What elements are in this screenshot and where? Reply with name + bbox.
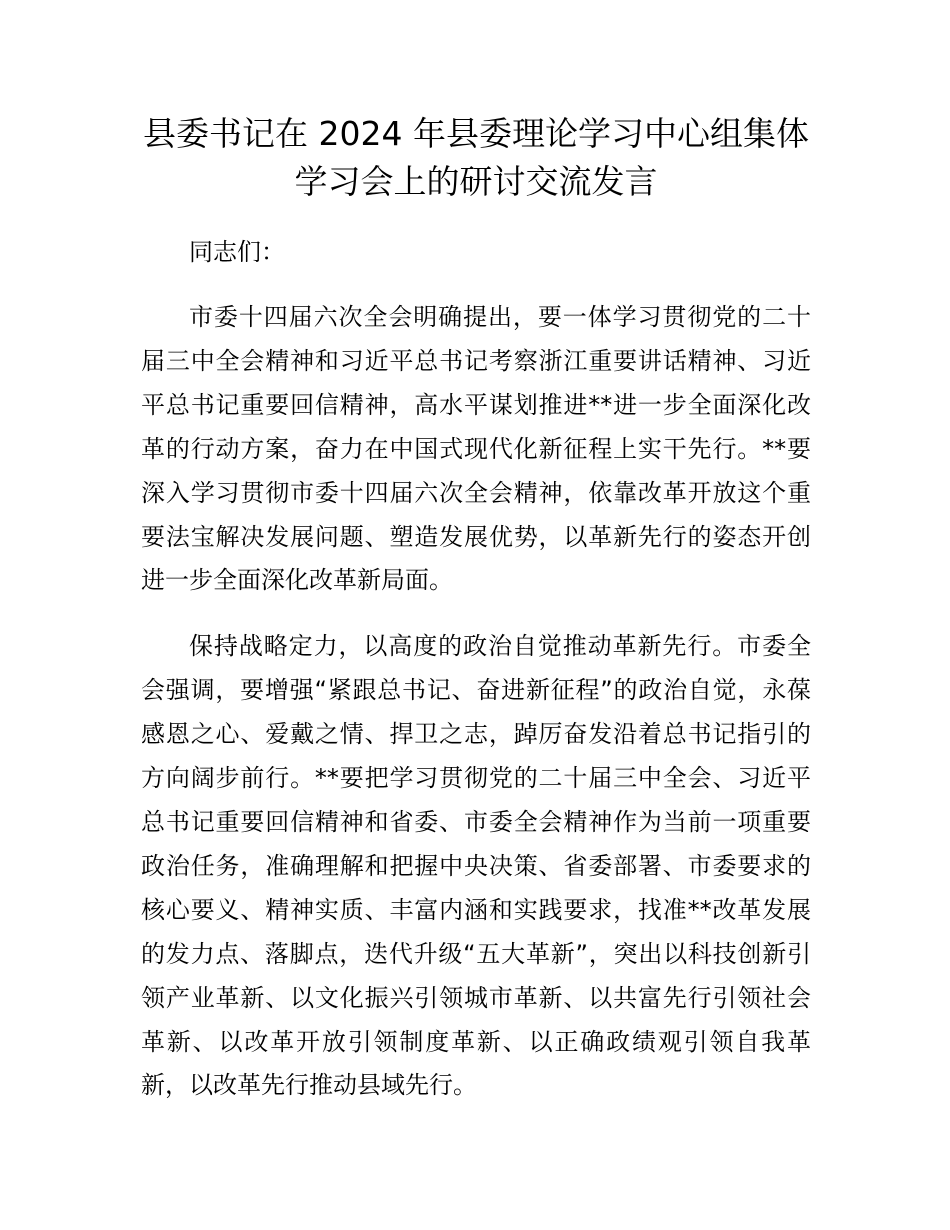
salutation: 同志们： xyxy=(189,238,285,266)
title-line-2: 学习会上的研讨交流发言 xyxy=(294,162,658,201)
body-paragraph-1: 市委十四届六次全会明确提出，要一体学习贯彻党的二十届三中全会精神和习近平总书记考察浙江重要讲话精神、习近平总书记重要回信精神，高水平谋划推进**进一步全面深化改革的行动方案，奋力在中国式现代化新征程上实干先行。**要深入学习贯彻市委十四届六次全会精神，依靠改革开放这个重要法宝解决发展问题、塑造发展优势，以革新先行的姿态开创进一步全面深化改革新局面。 xyxy=(141,303,811,595)
title-line-1: 县委书记在 2024 年县委理论学习中心组集体 xyxy=(143,114,809,153)
document-title xyxy=(141,110,811,206)
document-page xyxy=(141,110,811,1108)
body-paragraph-2: 保持战略定力，以高度的政治自觉推动革新先行。市委全会强调，要增强“紧跟总书记、奋进新征程”的政治自觉，永葆感恩之心、爱戴之情、捍卫之志，踔厉奋发沿着总书记指引的方向阔步前行。**要把学习贯彻党的二十届三中全会、习近平总书记重要回信精神和省委、市委全会精神作为当前一项重要政治任务，准确理解和把握中央决策、省委部署、市委要求的核心要义、精神实质、丰富内涵和实践要求，找准**改革发展的发力点、落脚点，迭代升级“五大革新”，突出以科技创新引领产业革新、以文化振兴引领城市革新、以共富先行引领社会革新、以改革开放引领制度革新、以正确政绩观引领自我革新，以改革先行推动县域先行。 xyxy=(141,632,811,1100)
